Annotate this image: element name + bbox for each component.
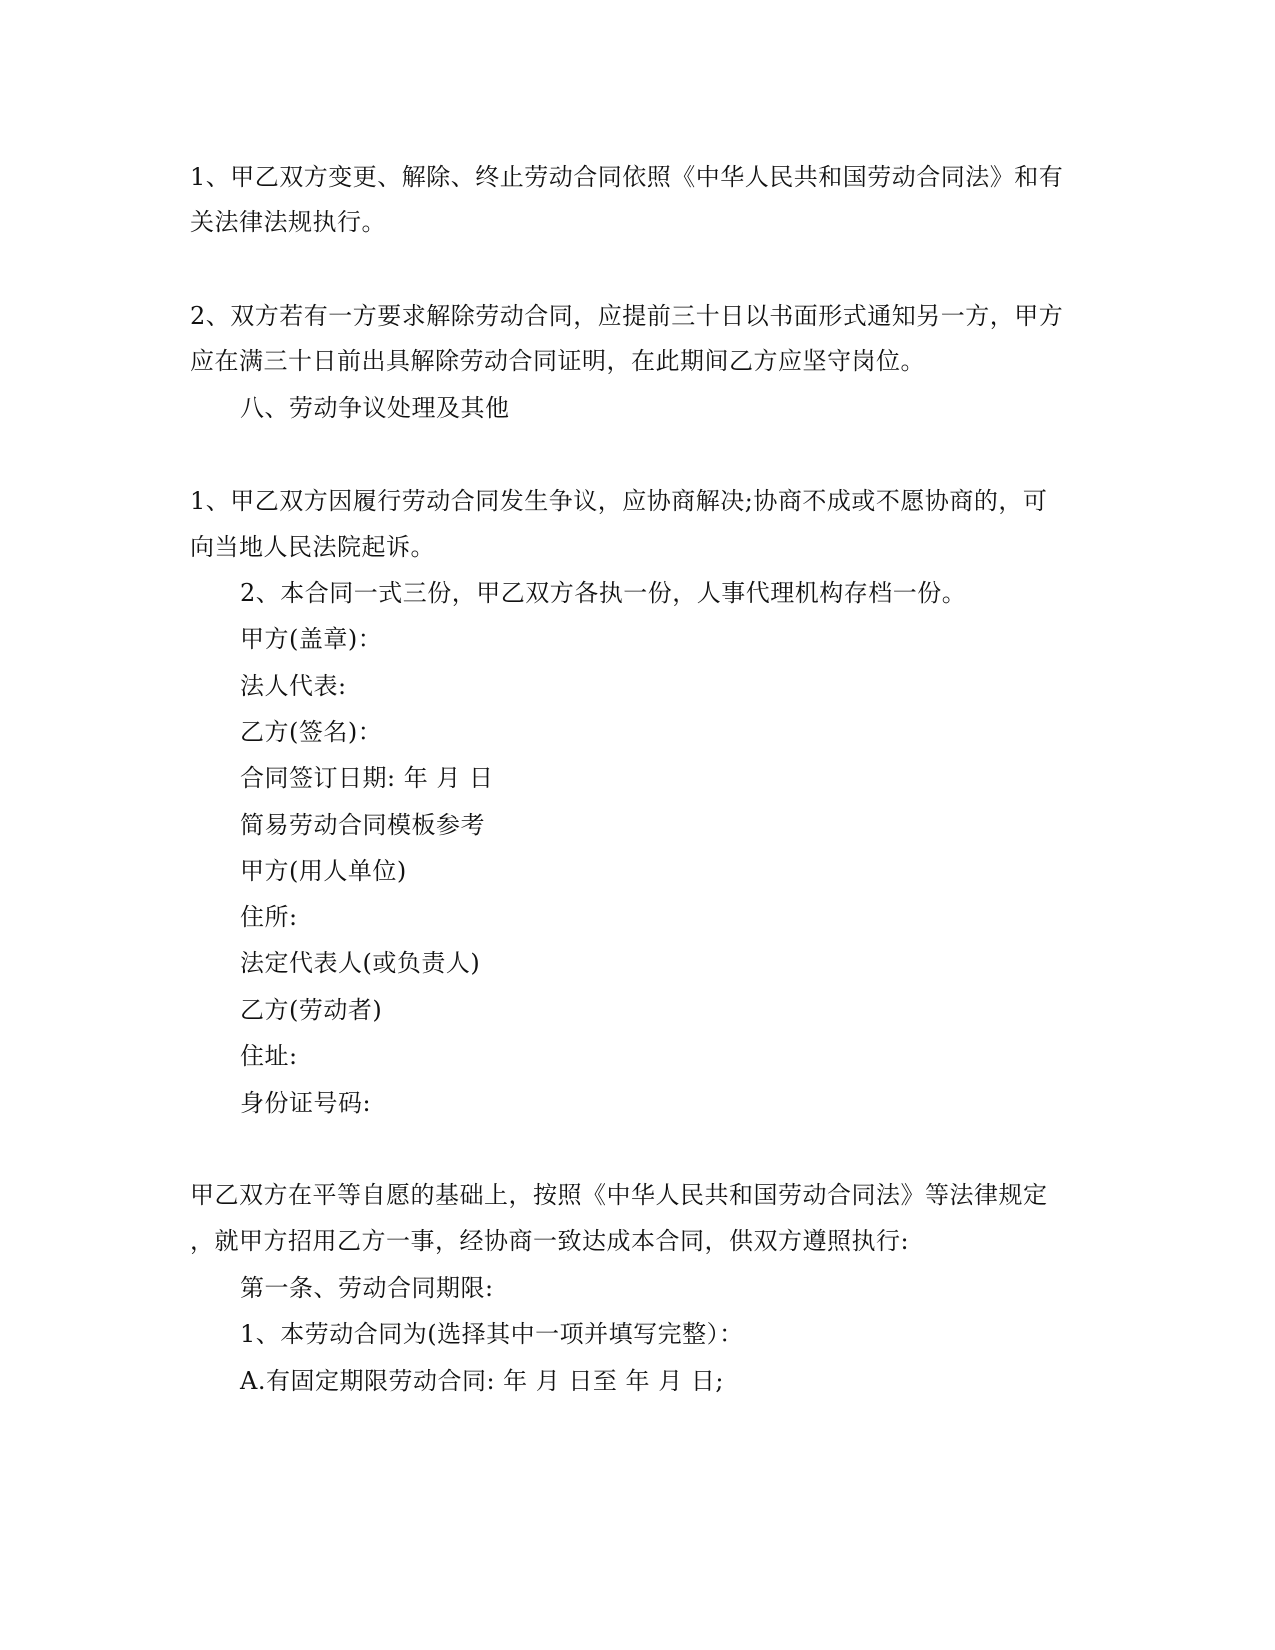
party-a-seal-label: 甲方(盖章)： [240, 625, 383, 653]
party-b-worker-label: 乙方(劳动者) [240, 996, 383, 1024]
id-number-label: 身份证号码: [240, 1089, 372, 1117]
signing-date-label: 合同签订日期: 年 月 日 [240, 764, 494, 792]
article-1-option-a: A.有固定期限劳动合同: 年 月 日至 年 月 日; [240, 1367, 724, 1395]
legal-representative-or-person-in-charge-label: 法定代表人(或负责人) [240, 949, 481, 977]
clause-7-2-line-1: 2、双方若有一方要求解除劳动合同，应提前三十日以书面形式通知另一方，甲方 [190, 302, 1064, 330]
clause-7-1-line-2: 关法律法规执行。 [190, 208, 386, 236]
party-b-signature-label: 乙方(签名)： [240, 718, 383, 746]
legal-representative-label: 法人代表: [240, 672, 347, 700]
article-1-item-1: 1、本劳动合同为(选择其中一项并填写完整）： [240, 1320, 744, 1348]
domicile-label: 住所: [240, 903, 298, 931]
preamble-line-1: 甲乙双方在平等自愿的基础上，按照《中华人民共和国劳动合同法》等法律规定 [190, 1181, 1048, 1209]
clause-8-1-line-2: 向当地人民法院起诉。 [190, 533, 435, 561]
preamble-line-2: ，就甲方招用乙方一事，经协商一致达成本合同，供双方遵照执行: [190, 1227, 910, 1255]
section-8-heading: 八、劳动争议处理及其他 [240, 394, 510, 422]
clause-8-1-line-1: 1、甲乙双方因履行劳动合同发生争议，应协商解决;协商不成或不愿协商的，可 [190, 487, 1048, 515]
clause-7-1-line-1: 1、甲乙双方变更、解除、终止劳动合同依照《中华人民共和国劳动合同法》和有 [190, 163, 1064, 191]
clause-8-2: 2、本合同一式三份，甲乙双方各执一份，人事代理机构存档一份。 [240, 579, 967, 607]
template-title: 简易劳动合同模板参考 [240, 811, 485, 839]
address-label: 住址: [240, 1042, 298, 1070]
clause-7-2-line-2: 应在满三十日前出具解除劳动合同证明，在此期间乙方应坚守岗位。 [190, 347, 925, 375]
article-1-heading: 第一条、劳动合同期限: [240, 1274, 494, 1302]
party-a-employer-label: 甲方(用人单位) [240, 857, 407, 885]
